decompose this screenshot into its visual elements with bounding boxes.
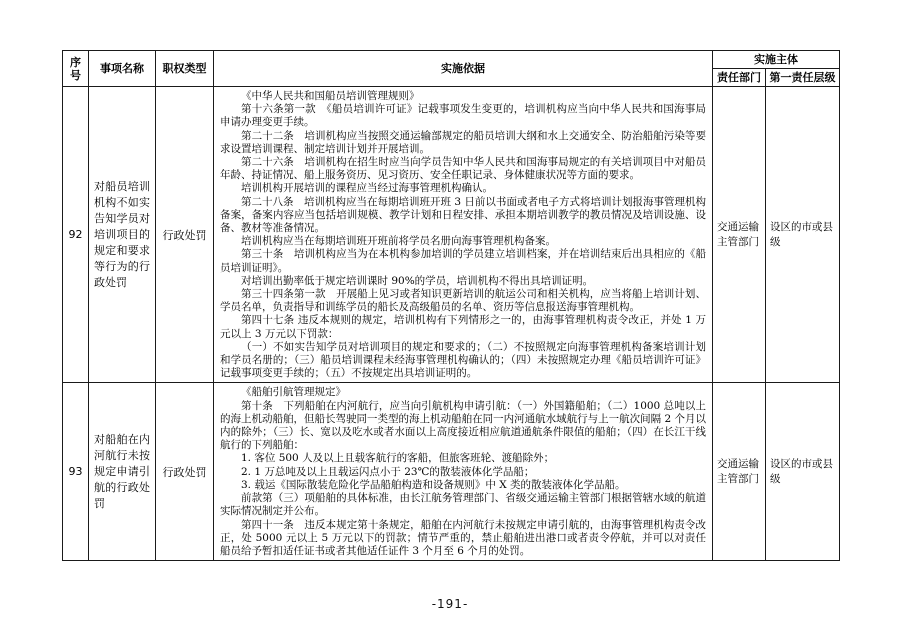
basis-paragraph: 第四十一条 违反本规定第十条规定，船舶在内河航行未按规定申请引航的，由海事管理机构责令改正，处 5000 元以上 5 万元以下的罚款；情节严重的，禁止船舶进出港口或者责令停航，并可以对责任船员给予暂扣适任证书或者其他适任证件 3 个月至 6 个月的处罚。 — [220, 518, 706, 557]
basis-paragraph: 2. 1 万总吨及以上且载运闪点小于 23℃的散装液体化学品船； — [241, 465, 535, 478]
cell-item-name: 对船员培训机构不如实告知学员对培训项目的规定和要求等行为的行政处罚 — [89, 87, 156, 383]
basis-paragraph: 第十六条第一款 《船员培训许可证》记载事项发生变更的，培训机构应当向中华人民共和国海事局申请办理变更手续。 — [220, 103, 706, 129]
basis-paragraph: 培训机构开展培训的课程应当经过海事管理机构确认。 — [241, 182, 493, 195]
header-item-name: 事项名称 — [89, 51, 156, 87]
page-number: -191- — [431, 597, 469, 611]
cell-implementation-basis — [214, 383, 713, 561]
header-serial-number: 序号 — [63, 51, 89, 87]
cell-authority-type: 行政处罚 — [156, 383, 214, 561]
cell-responsible-department: 交通运输主管部门 — [713, 87, 766, 383]
header-implementation-basis: 实施依据 — [214, 51, 713, 87]
cell-implementation-basis — [214, 87, 713, 383]
basis-paragraphs — [220, 90, 706, 380]
header-responsible-department: 责任部门 — [713, 69, 766, 87]
table-header — [63, 51, 840, 87]
cell-serial-number: 93 — [63, 383, 89, 561]
basis-paragraph: 第二十六条 培训机构在招生时应当向学员告知中华人民共和国海事局规定的有关培训项目中对船员年龄、持证情况、船上服务资历、见习资历、安全任职记录、身体健康状况等方面的要求。 — [220, 156, 706, 182]
basis-paragraph: 《中华人民共和国船员培训管理规则》 — [241, 90, 420, 102]
basis-paragraph: 培训机构应当在每期培训班开班前将学员名册向海事管理机构备案。 — [241, 235, 556, 248]
basis-paragraph: 第三十条 培训机构应当为在本机构参加培训的学员建立培训档案，并在培训结束后出具相应的《船员培训证明》。 — [220, 248, 706, 274]
header-authority-type: 职权类型 — [156, 51, 214, 87]
basis-paragraph: 第二十二条 培训机构应当按照交通运输部规定的船员培训大纲和水上交通安全、防治船舶污染等要求设置培训课程、制定培训计划并开展培训。 — [220, 129, 706, 155]
basis-paragraph: 第四十七条 违反本规则的规定，培训机构有下列情形之一的，由海事管理机构责令改正，并处 1 万元以上 3 万元以下罚款： — [220, 314, 706, 340]
basis-paragraph: （一）不如实告知学员对培训项目的规定和要求的；（二）不按照规定向海事管理机构备案培训计划和学员名册的；（三）船员培训课程未经海事管理机构确认的；（四）未按照规定办理《船员培训许可证》记载事项变更手续的；（五）不按规定出具培训证明的。 — [220, 340, 706, 380]
table-row-93 — [63, 383, 840, 561]
table-row-92 — [63, 87, 840, 383]
cell-authority-type: 行政处罚 — [156, 87, 214, 383]
cell-item-name: 对船舶在内河航行未按规定申请引航的行政处罚 — [89, 383, 156, 561]
basis-paragraph: 3. 载运《国际散装危险化学品船舶构造和设备规则》中 X 类的散装液体化学品船。 — [241, 478, 626, 491]
basis-paragraphs — [220, 386, 706, 558]
authority-items-table — [62, 50, 840, 561]
basis-paragraph: 《船舶引航管理规定》 — [241, 386, 346, 399]
cell-serial-number: 92 — [63, 87, 89, 383]
basis-paragraph: 前款第（三）项船舶的具体标准，由长江航务管理部门、省级交通运输主管部门根据管辖水域的航道实际情况制定并公布。 — [220, 492, 706, 518]
basis-paragraph: 第十条 下列船舶在内河航行，应当向引航机构申请引航：（一）外国籍船舶；（二）1000 总吨以上的海上机动船舶，但船长驾驶同一类型的海上机动船舶在同一内河通航水域航行与上一航次间隔 2 个月以内的除外；（三）长、宽以及吃水或者水面以上高度接近相应航道通航条件限值的船舶；（四）在长江干线航行的下列船舶： — [220, 399, 706, 452]
header-implementation-subject: 实施主体 — [713, 51, 840, 69]
basis-paragraph: 1. 客位 500 人及以上且载客航行的客船，但旅客班轮、渡船除外； — [241, 452, 555, 465]
basis-paragraph: 第三十四条第一款 开展船上见习或者知识更新培训的航运公司和相关机构，应当将船上培训计划、学员名单，负责指导和训练学员的船长及高级船员的名单、资历等信息报送海事管理机构。 — [220, 288, 706, 314]
basis-paragraph: 对培训出勤率低于规定培训课时 90%的学员，培训机构不得出具培训证明。 — [241, 274, 594, 287]
header-first-responsibility-level: 第一责任层级 — [766, 69, 840, 87]
cell-responsible-department: 交通运输主管部门 — [713, 383, 766, 561]
cell-responsibility-level: 设区的市或县级 — [766, 87, 840, 383]
cell-responsibility-level: 设区的市或县级 — [766, 383, 840, 561]
basis-paragraph: 第二十八条 培训机构应当在每期培训班开班 3 日前以书面或者电子方式将培训计划报海事管理机构备案，备案内容应当包括培训规模、教学计划和日程安排、承担本期培训教学的教员情况及培训设施、设备、教材等准备情况。 — [220, 195, 706, 235]
